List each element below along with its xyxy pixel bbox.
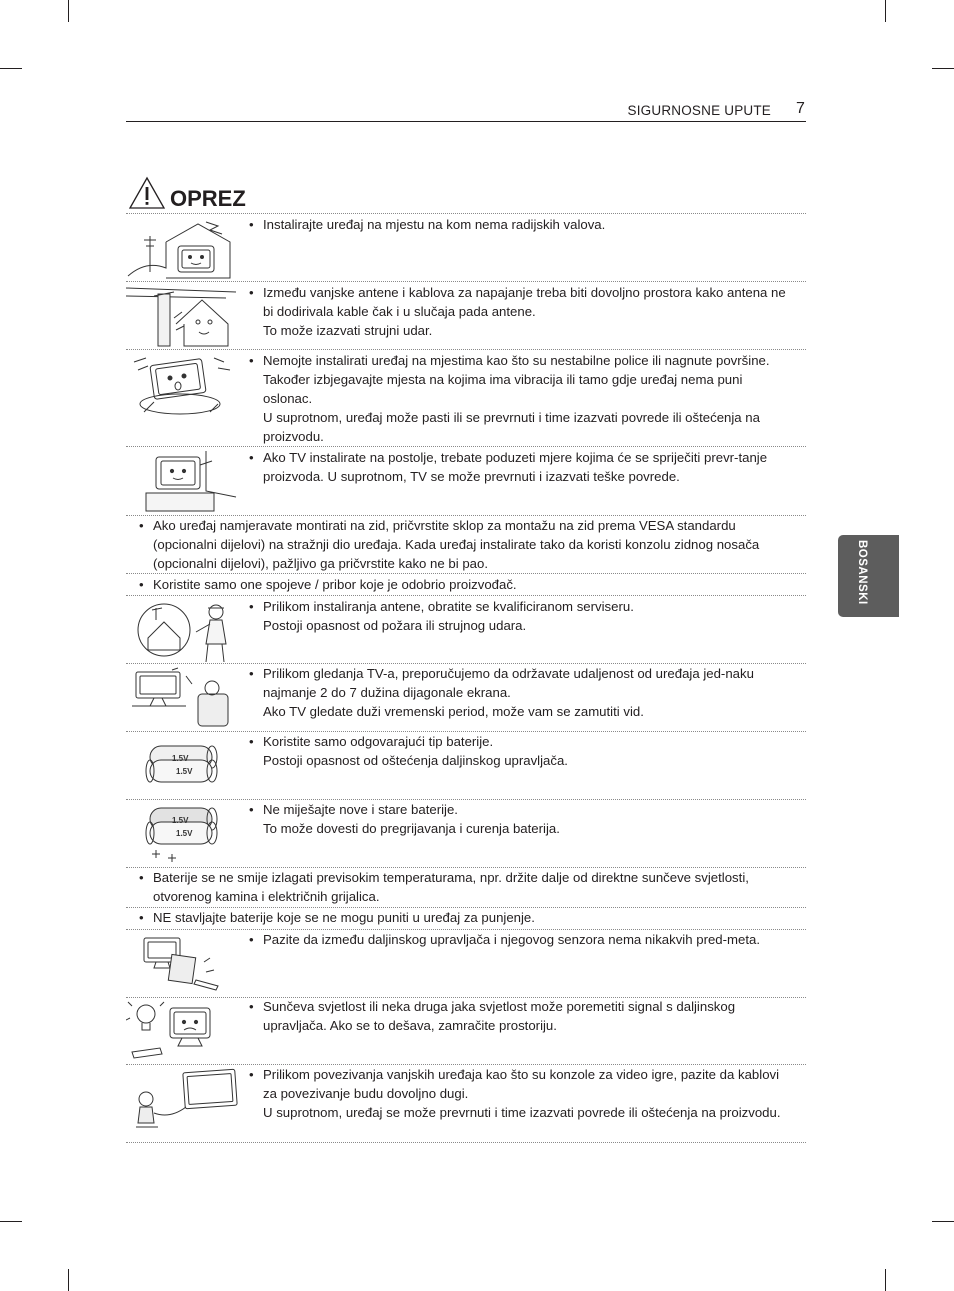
caution-text: Između vanjske antene i kablova za napajanje treba biti dovoljno prostora kako antena ne bi dodirivala kable čak i u slučaja pada antene. [263,285,786,319]
crop-mark [932,1221,954,1222]
caution-text: Nemojte instalirati uređaj na mjestima kao što su nestabilne police ili nagnute površine. Također izbjegavajte mjesta na kojima ima vibracija ili tamo gdje uređaj nema puni oslonac. [263,353,770,406]
caution-text: Ako uređaj namjeravate montirati na zid, pričvrstite sklop za montažu na zid prema VESA standardu (opcionalni dijelovi) na stražnji dio uređaja. Kada uređaj instalirate tako da koristi konzolu zidnog nosača (opcionalni dijelovi), pažljivo ga pričvrstite kako ne bi pao. [153,518,760,571]
running-header: SIGURNOSNE UPUTE [627,103,771,118]
crop-mark [0,1221,22,1222]
header-rule [126,121,806,122]
strong-light-illustration [126,1000,238,1064]
crop-mark [885,0,886,22]
caution-item [249,1065,793,1122]
bullet: • [249,285,254,300]
bullet: • [249,599,254,614]
caution-text: Ako TV gledate duži vremenski period, može vam se zamutiti vid. [263,704,644,719]
language-tab-label: BOSANSKI [856,540,868,605]
caution-text: To može dovesti do pregrijavanja i curenja baterija. [263,821,560,836]
section-divider [126,213,806,214]
bullet: • [249,666,254,681]
caution-item [139,516,803,573]
bullet: • [139,870,144,885]
battery-type-illustration [126,734,238,798]
bullet: • [249,802,254,817]
battery-label: 1.5V [172,754,189,763]
crop-mark [932,68,954,69]
caution-item [139,575,803,594]
battery-label: 1.5V [176,767,193,776]
caution-text: U suprotnom, uređaj može pasti ili se prevrnuti i time izazvati povrede ili oštećenja na proizvodu. [263,410,760,444]
caution-text: Postoji opasnost od požara ili strujnog udara. [263,618,527,633]
warning-triangle-icon [128,176,166,210]
caution-text: U suprotnom, uređaj se može prevrnuti i time izazvati povrede ili oštećenja na proizvodu. [263,1105,781,1120]
caution-text: Pazite da između daljinskog upravljača i njegovog senzora nema nikakvih pred-meta. [263,932,761,947]
section-divider [126,1142,806,1143]
crop-mark [885,1269,886,1291]
caution-item [249,448,793,486]
caution-item [249,997,793,1035]
caution-text: Instalirajte uređaj na mjestu na kom nema radijskih valova. [263,217,606,232]
caution-text: Baterije se ne smije izlagati previsokim temperaturama, npr. držite dalje od direktne sunčeve svjetlosti, otvorenog kamina i električnih grijalica. [153,870,749,904]
mixed-batteries-illustration [126,802,238,866]
bullet: • [139,518,144,533]
caution-item [249,351,793,446]
bullet: • [139,910,144,925]
crop-mark [0,68,22,69]
bullet: • [249,1067,254,1082]
bullet: • [139,577,144,592]
crop-mark [68,0,69,22]
section-divider [126,595,806,596]
caution-text: Ako TV instalirate na postolje, trebate poduzeti mjere kojima će se spriječiti prevr-tanje proizvoda. U suprotnom, TV se može prevrnuti i izazvati teške povrede. [263,450,768,484]
section-divider [126,573,806,574]
bullet: • [249,217,254,232]
caution-text: Koristite samo odgovarajući tip baterije. [263,734,494,749]
caution-text: Ne miješajte nove i stare baterije. [263,802,458,817]
bullet: • [249,932,254,947]
caution-title: OPREZ [170,186,246,211]
caution-item [249,215,793,234]
caution-item [139,868,803,906]
caution-item [139,908,803,927]
bullet: • [249,353,254,368]
crop-mark [68,1269,69,1291]
caution-text: NE stavljajte baterije koje se ne mogu puniti u uređaj za punjenje. [153,910,535,925]
cable-length-illustration [126,1067,238,1139]
tv-stand-strap-illustration [126,449,238,513]
viewing-distance-illustration [126,666,238,730]
bullet: • [249,734,254,749]
radio-waves-house-illustration [126,216,238,280]
caution-item [249,664,793,721]
unstable-shelf-illustration [126,352,238,420]
section-divider [126,446,806,447]
bullet: • [249,999,254,1014]
page-number: 7 [796,100,805,117]
caution-item [249,800,793,838]
caution-item [249,597,793,635]
caution-text: Prilikom povezivanja vanjskih uređaja kao što su konzole za video igre, pazite da kablovi za povezivanje budu dovoljno dugi. [263,1067,780,1101]
caution-text: Sunčeva svjetlost ili neka druga jaka svjetlost može poremetiti signal s daljinskog upravljača. Ako se to dešava, zamračite prostoriju. [263,999,736,1033]
antenna-power-line-illustration [126,284,238,348]
caution-text: Postoji opasnost od oštećenja daljinskog upravljača. [263,753,568,768]
section-divider [126,349,806,350]
caution-text: Prilikom gledanja TV-a, preporučujemo da održavate udaljenost od uređaja jed-naku najmanje 2 do 7 dužina dijagonale ekrana. [263,666,754,700]
battery-label: 1.5V [172,816,189,825]
caution-text: To može izazvati strujni udar. [263,323,433,338]
caution-text: Prilikom instaliranja antene, obratite se kvalificiranom serviseru. [263,599,634,614]
remote-obstacle-illustration [126,932,238,996]
caution-text: Koristite samo one spojeve / pribor koje je odobrio proizvođač. [153,577,517,592]
language-tab [838,535,899,617]
caution-item [249,283,793,340]
battery-label: 1.5V [176,829,193,838]
antenna-technician-illustration [126,598,238,664]
section-divider [126,281,806,282]
caution-item [249,930,793,949]
bullet: • [249,450,254,465]
caution-item [249,732,793,770]
